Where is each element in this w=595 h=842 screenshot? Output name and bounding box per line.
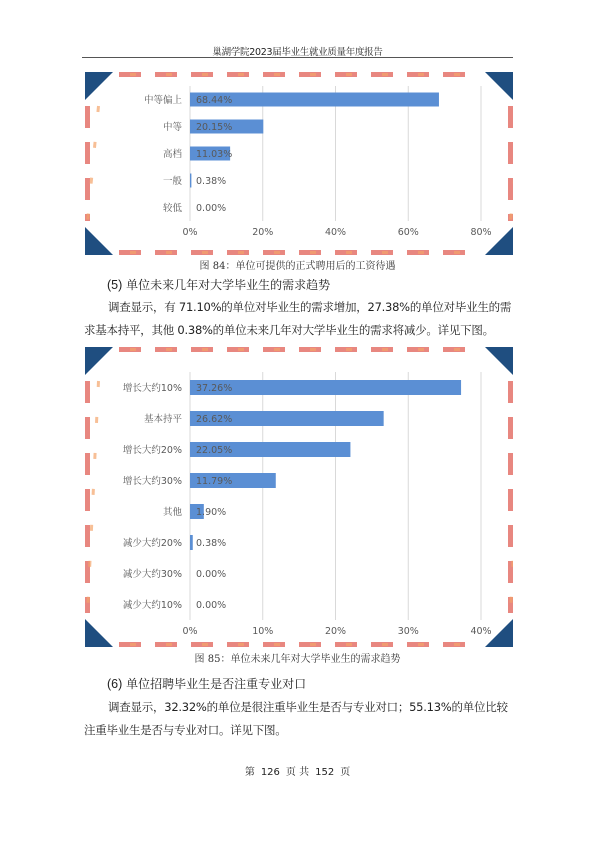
- data-label: 0.38%: [196, 176, 227, 187]
- page-footer: [0, 763, 595, 778]
- section-6-number: (6): [107, 677, 123, 691]
- section-6-title: 单位招聘毕业生是否注重专业对口: [126, 677, 307, 691]
- footer-page-mid: 页 共: [285, 767, 310, 778]
- section-5-title: 单位未来几年对大学毕业生的需求趋势: [126, 278, 331, 292]
- x-tick-label: 30%: [397, 626, 419, 637]
- section-5-number: (5): [107, 278, 123, 292]
- x-tick-label: 60%: [397, 227, 419, 238]
- header-rule: [82, 57, 513, 58]
- figure-84-caption: 图 84：单位可提供的正式聘用后的工资待遇: [199, 261, 396, 272]
- x-tick-label: 40%: [470, 626, 492, 637]
- x-tick-label: 40%: [324, 227, 347, 238]
- x-tick-label: 10%: [252, 626, 274, 637]
- category-label: 其他: [162, 507, 182, 518]
- category-label: 基本持平: [143, 414, 182, 425]
- page-header: 巢湖学院2023届毕业生就业质量年度报告: [212, 47, 383, 58]
- x-tick-label: 20%: [252, 227, 274, 238]
- data-label: 0.00%: [196, 569, 227, 580]
- category-label: 较低: [162, 203, 182, 214]
- bar: [190, 535, 193, 550]
- section-6-paragraph: 调查显示，32.32%的单位是很注重毕业生是否与专业对口；55.13%的单位比较注重毕业生是否与专业对口。详见下图。: [84, 700, 508, 737]
- footer-page-suffix: 页: [340, 767, 351, 778]
- category-label: 减少大约30%: [122, 569, 182, 580]
- x-tick-label: 80%: [470, 227, 492, 238]
- frame-corner-top-right: [485, 347, 513, 375]
- figure-85-caption: 图 85：单位未来几年对大学毕业生的需求趋势: [194, 654, 401, 665]
- category-label: 高档: [162, 149, 182, 160]
- data-label: 26.62%: [196, 414, 233, 425]
- figure-84-chart: [85, 72, 513, 255]
- data-label: 11.79%: [196, 476, 233, 487]
- chart-svg: [85, 72, 513, 255]
- category-label: 中等偏上: [143, 95, 182, 106]
- frame-corner-top-right: [485, 72, 513, 100]
- category-label: 增长大约30%: [122, 476, 182, 487]
- section-5-heading: [107, 276, 330, 293]
- data-label: 20.15%: [196, 122, 233, 133]
- chart-svg: [85, 347, 513, 647]
- section-6-heading: [107, 675, 306, 692]
- x-tick-label: 20%: [324, 626, 347, 637]
- bar: [190, 174, 191, 188]
- data-label: 68.44%: [196, 95, 233, 106]
- footer-page-number: 126: [260, 767, 280, 778]
- data-label: 37.26%: [196, 383, 233, 394]
- x-tick-label: 0%: [182, 227, 198, 238]
- frame-corner-top-left: [85, 72, 113, 100]
- category-label: 增长大约20%: [122, 445, 182, 456]
- category-label: 增长大约10%: [122, 383, 182, 394]
- section-5-paragraph: 调查显示，有 71.10%的单位对毕业生的需求增加，27.38%的单位对毕业生的需求基本持平，其他 0.38%的单位未来几年对大学毕业生的需求将减少。详见下图。: [84, 300, 512, 337]
- footer-page-label: 第: [244, 767, 255, 778]
- x-tick-label: 0%: [182, 626, 198, 637]
- data-label: 0.00%: [196, 203, 227, 214]
- category-label: 中等: [162, 122, 182, 133]
- data-label: 0.38%: [196, 538, 227, 549]
- category-label: 减少大约20%: [122, 538, 182, 549]
- frame-corner-bottom-left: [85, 619, 113, 647]
- category-label: 一般: [162, 176, 182, 187]
- frame-corner-top-left: [85, 347, 113, 375]
- data-label: 1.90%: [196, 507, 227, 518]
- figure-85-chart: [85, 347, 513, 647]
- footer-total-pages: 152: [315, 767, 335, 778]
- data-label: 0.00%: [196, 600, 227, 611]
- data-label: 11.03%: [196, 149, 233, 160]
- category-label: 减少大约10%: [122, 600, 182, 611]
- data-label: 22.05%: [196, 445, 233, 456]
- frame-corner-bottom-left: [85, 227, 113, 255]
